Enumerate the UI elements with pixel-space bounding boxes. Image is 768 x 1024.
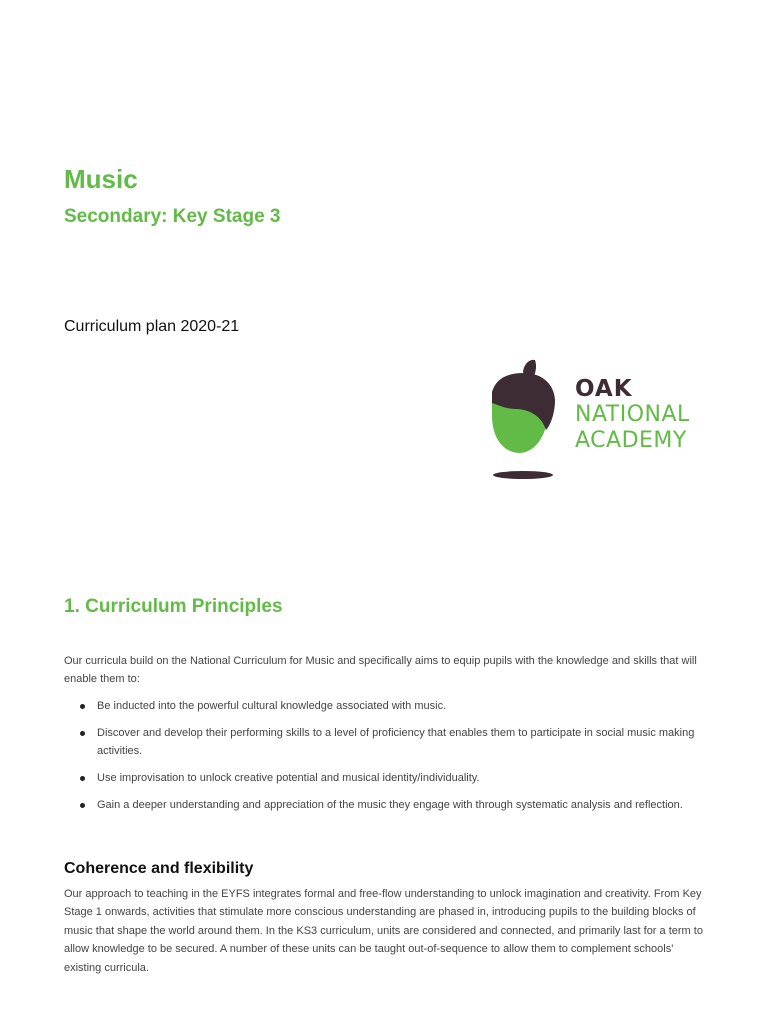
list-item bbox=[64, 769, 704, 787]
bullet-icon bbox=[80, 704, 85, 709]
curriculum-plan-label: Curriculum plan 2020-21 bbox=[64, 318, 240, 335]
principles-intro-paragraph: Our curricula build on the National Curriculum for Music and specifically aims to equip pupils with the knowledge and skills that will enable them to: bbox=[64, 655, 697, 685]
bullet-icon bbox=[80, 803, 85, 808]
coherence-heading: Coherence and flexibility bbox=[64, 860, 254, 877]
oak-national-academy-logo bbox=[486, 356, 726, 484]
list-item bbox=[64, 697, 704, 715]
list-item bbox=[64, 796, 704, 814]
key-stage-subtitle: Secondary: Key Stage 3 bbox=[64, 206, 281, 227]
list-item-text: Discover and develop their performing skills to a level of proficiency that enables them to participate in social music making activities. bbox=[97, 727, 695, 757]
curriculum-principles-heading: 1. Curriculum Principles bbox=[64, 596, 283, 617]
list-item-text: Use improvisation to unlock creative potential and musical identity/individuality. bbox=[97, 772, 480, 784]
logo-word-oak: OAK bbox=[575, 376, 633, 402]
principles-list bbox=[64, 697, 704, 823]
bullet-icon bbox=[80, 776, 85, 781]
list-item-text: Be inducted into the powerful cultural knowledge associated with music. bbox=[97, 700, 447, 712]
acorn-icon bbox=[486, 356, 566, 484]
list-item-text: Gain a deeper understanding and appreciation of the music they engage with through systematic analysis and reflection. bbox=[97, 799, 683, 811]
coherence-paragraph: Our approach to teaching in the EYFS integrates formal and free-flow understanding to unlock imagination and creativity. From Key Stage 1 onwards, activities that stimulate more conscious understanding are phased in, introducing pupils to the building blocks of music that shape the world around them. In the KS3 curriculum, units are considered and connected, and primarily last for a term to allow knowledge to be secured. A number of these units can be taught out-of-sequence to allow them to complement schools' existing curricula. bbox=[64, 888, 703, 974]
list-item bbox=[64, 724, 704, 760]
logo-word-national: NATIONAL bbox=[575, 402, 690, 427]
logo-wordmark bbox=[575, 376, 690, 454]
logo-word-academy: ACADEMY bbox=[575, 428, 687, 453]
bullet-icon bbox=[80, 731, 85, 736]
subject-title: Music bbox=[64, 164, 138, 194]
